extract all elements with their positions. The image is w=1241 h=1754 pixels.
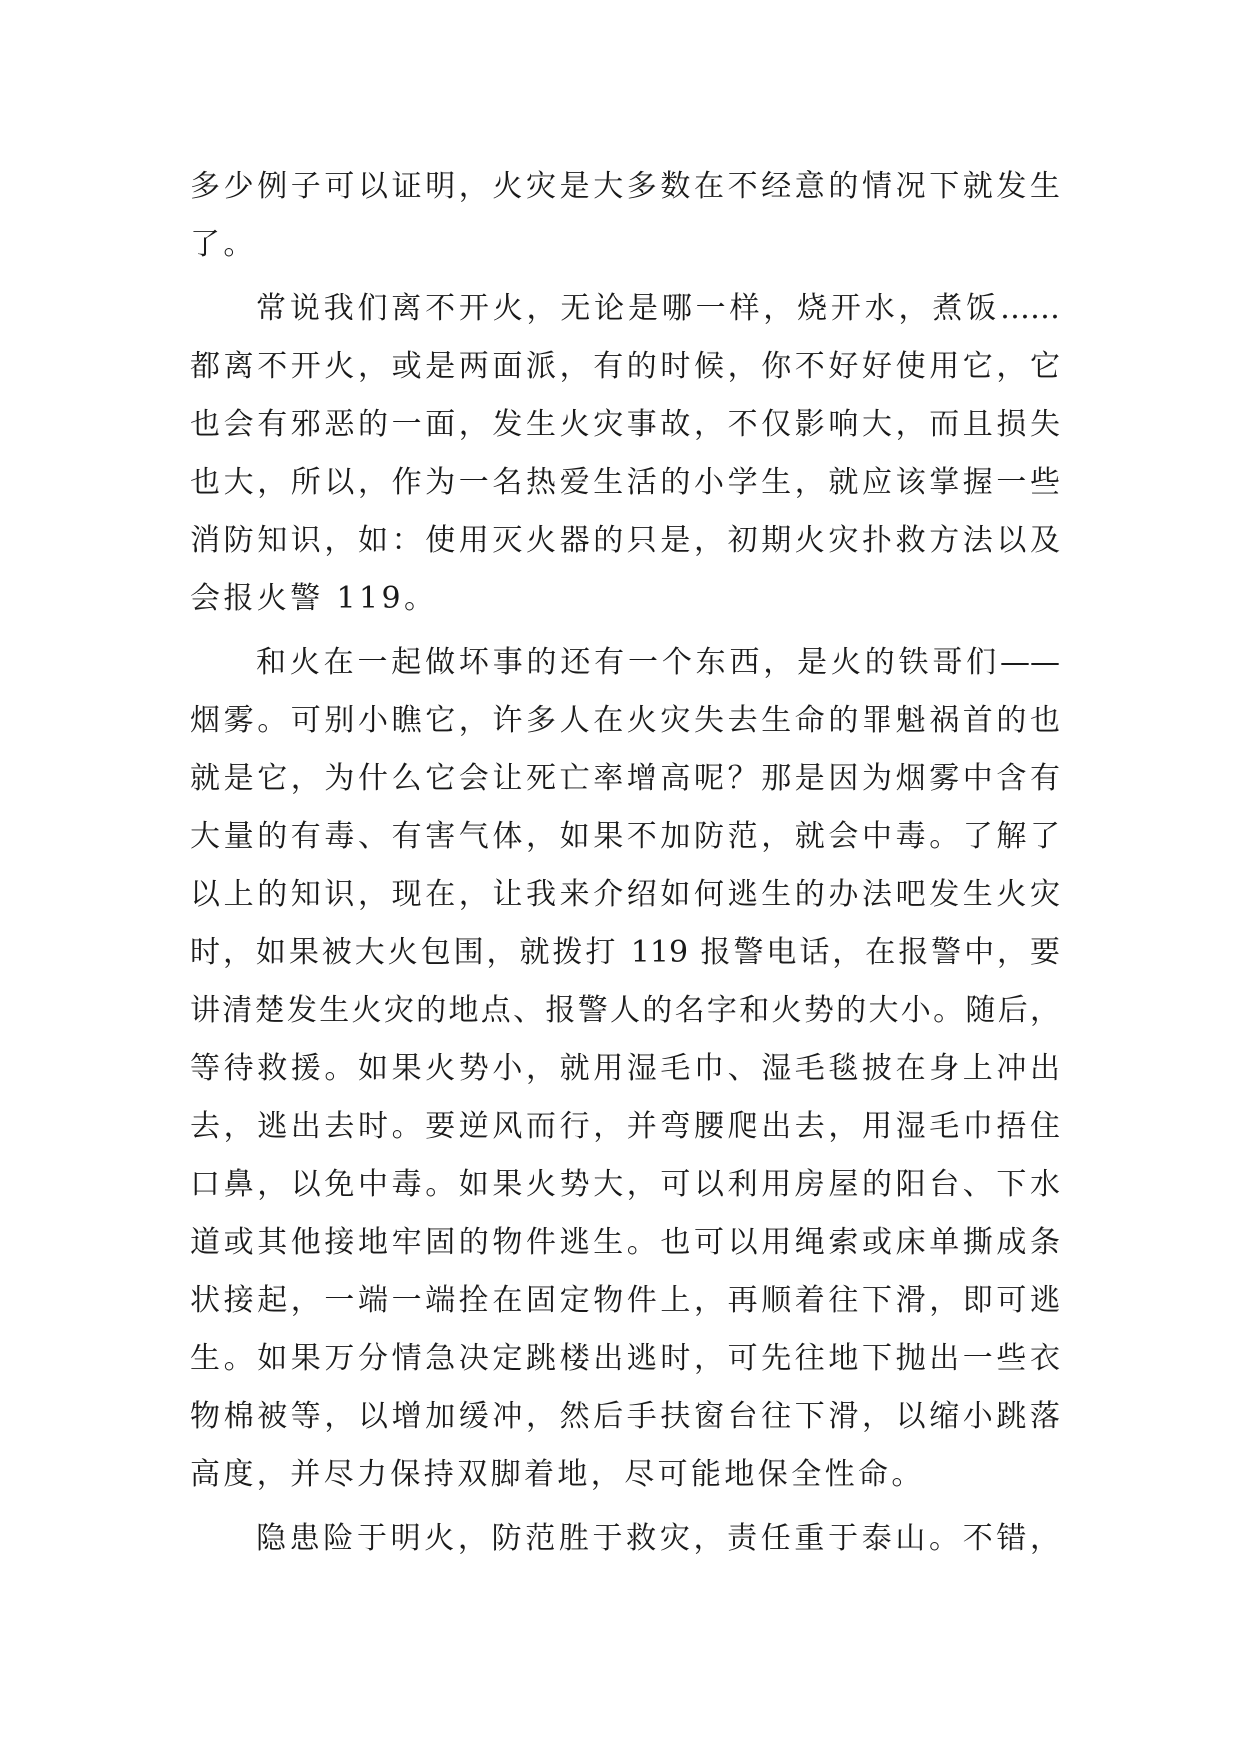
text-line: 消防知识，如：使用灭火器的只是，初期火灾扑救方法以及	[190, 523, 1060, 558]
text-line: 以上的知识，现在，让我来介绍如何逃生的办法吧发生火灾	[190, 877, 1060, 912]
text-line: 就是它，为什么它会让死亡率增高呢？那是因为烟雾中含有	[190, 761, 1060, 796]
paragraph	[190, 158, 1060, 274]
text-line: 高度，并尽力保持双脚着地，尽可能地保全性命。	[190, 1457, 925, 1492]
text-line: 讲清楚发生火灾的地点、报警人的名字和火势的大小。随后，	[190, 993, 1060, 1028]
paragraph	[190, 634, 1060, 1504]
text-line: 常说我们离不开火，无论是哪一样，烧开水，煮饭……	[256, 291, 1060, 326]
body-text	[190, 158, 1060, 1568]
text-line: 口鼻，以免中毒。如果火势大，可以利用房屋的阳台、下水	[190, 1167, 1060, 1202]
text-line: 大量的有毒、有害气体，如果不加防范，就会中毒。了解了	[190, 819, 1060, 854]
text-line: 和火在一起做坏事的还有一个东西，是火的铁哥们——	[256, 645, 1060, 680]
text-line: 也会有邪恶的一面，发生火灾事故，不仅影响大，而且损失	[190, 407, 1060, 442]
text-line: 等待救援。如果火势小，就用湿毛巾、湿毛毯披在身上冲出	[190, 1051, 1060, 1086]
text-line: 生。如果万分情急决定跳楼出逃时，可先往地下抛出一些衣	[190, 1341, 1060, 1376]
text-line: 去，逃出去时。要逆风而行，并弯腰爬出去，用湿毛巾捂住	[190, 1109, 1060, 1144]
text-line: 了。	[190, 227, 257, 262]
text-line: 烟雾。可别小瞧它，许多人在火灾失去生命的罪魁祸首的也	[190, 703, 1060, 738]
text-line: 物棉被等，以增加缓冲，然后手扶窗台往下滑，以缩小跳落	[190, 1399, 1060, 1434]
text-line: 时，如果被大火包围，就拨打 119 报警电话，在报警中，要	[190, 935, 1060, 970]
text-line: 都离不开火，或是两面派，有的时候，你不好好使用它，它	[190, 349, 1060, 384]
text-line: 状接起，一端一端拴在固定物件上，再顺着往下滑，即可逃	[190, 1283, 1060, 1318]
paragraph	[190, 1510, 1060, 1568]
paragraph	[190, 280, 1060, 628]
text-line: 道或其他接地牢固的物件逃生。也可以用绳索或床单撕成条	[190, 1225, 1060, 1260]
text-line: 隐患险于明火，防范胜于救灾，责任重于泰山。不错，	[256, 1521, 1060, 1556]
text-line: 会报火警 119。	[190, 581, 438, 616]
text-line: 也大，所以，作为一名热爱生活的小学生，就应该掌握一些	[190, 465, 1060, 500]
text-line: 多少例子可以证明，火灾是大多数在不经意的情况下就发生	[190, 169, 1060, 204]
